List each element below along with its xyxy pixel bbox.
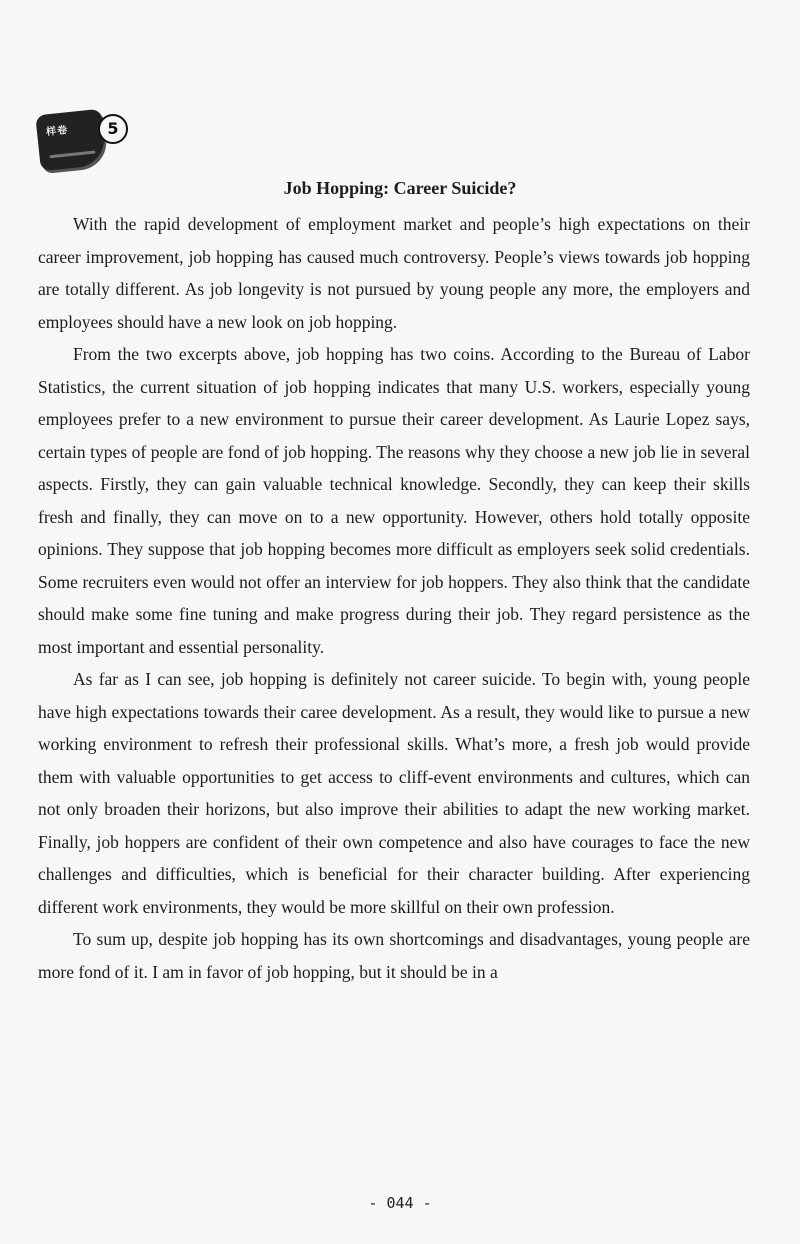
paragraph-3: As far as I can see, job hopping is definitely not career suicide. To begin with, young people have high expectations towards their caree development. As a result, they would like to pursue a new working environment to refresh their professional skills. What’s more, a fresh job would provide them with valuable opportunities to get access to cliff-event environments and cultures, which can not only broaden their horizons, but also improve their abilities to adapt the new working market. Finally, job hoppers are confident of their own competence and also have courages to face the new challenges and difficulties, which is beneficial for their character building. After experiencing different work environments, they would be more skillful on their own profession.	[38, 669, 750, 917]
exam-book-icon	[35, 109, 106, 172]
essay-title: Job Hopping: Career Suicide?	[283, 178, 517, 198]
section-badge	[38, 110, 130, 170]
badge-number: 5	[98, 114, 128, 144]
badge-label: 样卷	[45, 124, 69, 139]
paragraph-1: With the rapid development of employment market and people’s high expectations on their career improvement, job hopping has caused much controversy. People’s views towards job hopping are totally different. As job longevity is not pursued by young people any more, the employers and employees should have a new look on job hopping.	[38, 214, 750, 332]
paragraph-2: From the two excerpts above, job hopping has two coins. According to the Bureau of Labor Statistics, the current situation of job hopping indicates that many U.S. workers, especially young employees prefer to a new environment to pursue their career development. As Laurie Lopez says, certain types of people are fond of job hopping. The reasons why they choose a new job lie in several aspects. Firstly, they can gain valuable technical knowledge. Secondly, they can keep their skills fresh and finally, they can move on to a new opportunity. However, others hold totally opposite opinions. They suppose that job hopping becomes more difficult as employers seek solid credentials. Some recruiters even would not offer an interview for job hoppers. They also think that the candidate should make some fine tuning and make progress during their job. They regard persistence as the most important and essential personality.	[38, 344, 750, 657]
essay-body	[38, 208, 750, 988]
paragraph-4: To sum up, despite job hopping has its own shortcomings and disadvantages, young people are more fond of it. I am in favor of job hopping, but it should be in a	[38, 929, 750, 982]
page-number: - 044 -	[368, 1194, 432, 1212]
